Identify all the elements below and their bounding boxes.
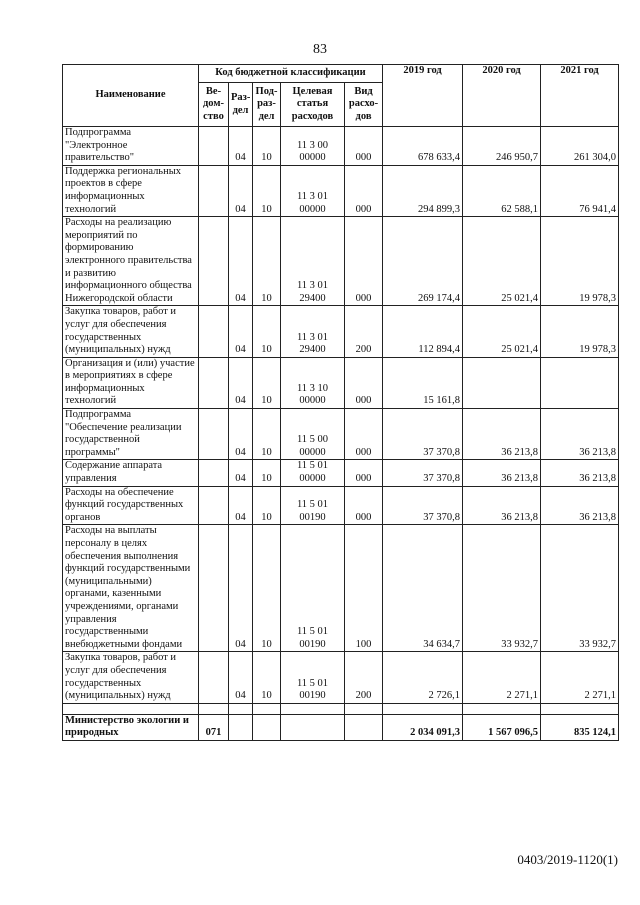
row-vid: 000	[345, 409, 383, 460]
row-ved	[199, 652, 229, 703]
row-2021: 2 271,1	[541, 652, 619, 703]
row-2019: 37 370,8	[383, 486, 463, 525]
row-2021: 36 213,8	[541, 486, 619, 525]
row-2021: 36 213,8	[541, 460, 619, 486]
row-razdel: 04	[229, 217, 253, 306]
row-target: 11 3 01 29400	[281, 217, 345, 306]
row-2020: 2 271,1	[463, 652, 541, 703]
table-row	[63, 409, 619, 460]
header-code-group: Код бюджетной классификации	[199, 65, 383, 83]
row-target: 11 3 10 00000	[281, 357, 345, 408]
row-target: 11 5 00 00000	[281, 409, 345, 460]
row-2020: 62 588,1	[463, 165, 541, 216]
total-razdel	[229, 714, 253, 740]
spacer-row	[63, 703, 619, 714]
row-2019: 34 634,7	[383, 525, 463, 652]
row-vid: 200	[345, 652, 383, 703]
row-2019: 37 370,8	[383, 460, 463, 486]
total-row	[63, 714, 619, 740]
total-vid	[345, 714, 383, 740]
row-vid: 000	[345, 127, 383, 166]
row-ved	[199, 357, 229, 408]
row-razdel: 04	[229, 525, 253, 652]
table-row	[63, 652, 619, 703]
row-ved	[199, 165, 229, 216]
row-2021: 33 932,7	[541, 525, 619, 652]
header-razdel: Раз-дел	[229, 83, 253, 127]
row-vid: 100	[345, 525, 383, 652]
row-podrazdel: 10	[253, 525, 281, 652]
document-code: 0403/2019-1120(1)	[517, 852, 618, 867]
table-row	[63, 525, 619, 652]
row-target: 11 3 00 00000	[281, 127, 345, 166]
row-2019: 294 899,3	[383, 165, 463, 216]
table-row	[63, 357, 619, 408]
row-target: 11 5 01 00000	[281, 460, 345, 486]
row-razdel: 04	[229, 357, 253, 408]
row-razdel: 04	[229, 409, 253, 460]
header-name: Наименование	[63, 65, 199, 127]
page-number: 83	[313, 42, 327, 57]
row-podrazdel: 10	[253, 217, 281, 306]
row-vid: 000	[345, 165, 383, 216]
row-podrazdel: 10	[253, 165, 281, 216]
row-razdel: 04	[229, 306, 253, 357]
total-2020: 1 567 096,5	[463, 714, 541, 740]
budget-table	[62, 64, 619, 741]
row-2019: 112 894,4	[383, 306, 463, 357]
row-name: Подпрограмма "Электронное правительство"	[63, 127, 199, 166]
row-vid: 200	[345, 306, 383, 357]
total-2019: 2 034 091,3	[383, 714, 463, 740]
header-target: Целевая статья расходов	[281, 83, 345, 127]
row-razdel: 04	[229, 486, 253, 525]
row-name: Поддержка региональных проектов в сфере информационных технологий	[63, 165, 199, 216]
row-2019: 15 161,8	[383, 357, 463, 408]
total-target	[281, 714, 345, 740]
header-2019: 2019 год	[383, 65, 463, 127]
row-ved	[199, 306, 229, 357]
row-2019: 269 174,4	[383, 217, 463, 306]
row-2020: 33 932,7	[463, 525, 541, 652]
table-row	[63, 165, 619, 216]
row-name: Организация и (или) участие в мероприятиях в сфере информационных технологий	[63, 357, 199, 408]
row-podrazdel: 10	[253, 486, 281, 525]
row-name: Содержание аппарата управления	[63, 460, 199, 486]
table-row	[63, 217, 619, 306]
total-name: Министерство экологии и природных	[63, 714, 199, 740]
row-podrazdel: 10	[253, 460, 281, 486]
header-ved: Ве-дом-ство	[199, 83, 229, 127]
row-2020: 36 213,8	[463, 409, 541, 460]
total-2021: 835 124,1	[541, 714, 619, 740]
row-ved	[199, 486, 229, 525]
row-ved	[199, 409, 229, 460]
row-name: Расходы на реализацию мероприятий по формированию электронного правительства и развитию информационного общества Нижегородской области	[63, 217, 199, 306]
row-target: 11 5 01 00190	[281, 525, 345, 652]
row-2021: 19 978,3	[541, 217, 619, 306]
table-row	[63, 127, 619, 166]
row-2021: 36 213,8	[541, 409, 619, 460]
row-target: 11 5 01 00190	[281, 486, 345, 525]
row-2020: 25 021,4	[463, 306, 541, 357]
row-razdel: 04	[229, 127, 253, 166]
row-name: Закупка товаров, работ и услуг для обеспечения государственных (муниципальных) нужд	[63, 306, 199, 357]
row-2020: 25 021,4	[463, 217, 541, 306]
row-2020: 246 950,7	[463, 127, 541, 166]
total-podrazdel	[253, 714, 281, 740]
row-podrazdel: 10	[253, 652, 281, 703]
row-ved	[199, 460, 229, 486]
table-row	[63, 460, 619, 486]
row-2021: 19 978,3	[541, 306, 619, 357]
row-name: Подпрограмма "Обеспечение реализации государственной программы"	[63, 409, 199, 460]
row-name: Закупка товаров, работ и услуг для обеспечения государственных (муниципальных) нужд	[63, 652, 199, 703]
row-2019: 2 726,1	[383, 652, 463, 703]
row-podrazdel: 10	[253, 409, 281, 460]
row-razdel: 04	[229, 165, 253, 216]
table-row	[63, 306, 619, 357]
row-2019: 678 633,4	[383, 127, 463, 166]
header-2021: 2021 год	[541, 65, 619, 127]
row-2021	[541, 357, 619, 408]
header-podrazdel: Под-раз-дел	[253, 83, 281, 127]
row-ved	[199, 525, 229, 652]
row-2020: 36 213,8	[463, 486, 541, 525]
row-2021: 76 941,4	[541, 165, 619, 216]
row-razdel: 04	[229, 652, 253, 703]
total-ved: 071	[199, 714, 229, 740]
header-2020: 2020 год	[463, 65, 541, 127]
row-vid: 000	[345, 217, 383, 306]
row-vid: 000	[345, 460, 383, 486]
row-podrazdel: 10	[253, 306, 281, 357]
row-ved	[199, 217, 229, 306]
table-row	[63, 486, 619, 525]
row-podrazdel: 10	[253, 357, 281, 408]
row-name: Расходы на обеспечение функций государственных органов	[63, 486, 199, 525]
row-2020	[463, 357, 541, 408]
row-podrazdel: 10	[253, 127, 281, 166]
row-razdel: 04	[229, 460, 253, 486]
row-target: 11 3 01 00000	[281, 165, 345, 216]
row-ved	[199, 127, 229, 166]
row-target: 11 5 01 00190	[281, 652, 345, 703]
header-vid: Вид расхо-дов	[345, 83, 383, 127]
row-vid: 000	[345, 357, 383, 408]
row-name: Расходы на выплаты персоналу в целях обеспечения выполнения функций государственными (муниципальными) органами, казенными учреждениями, органами управления государственными внебюджетными фондами	[63, 525, 199, 652]
row-vid: 000	[345, 486, 383, 525]
row-target: 11 3 01 29400	[281, 306, 345, 357]
row-2021: 261 304,0	[541, 127, 619, 166]
row-2019: 37 370,8	[383, 409, 463, 460]
row-2020: 36 213,8	[463, 460, 541, 486]
